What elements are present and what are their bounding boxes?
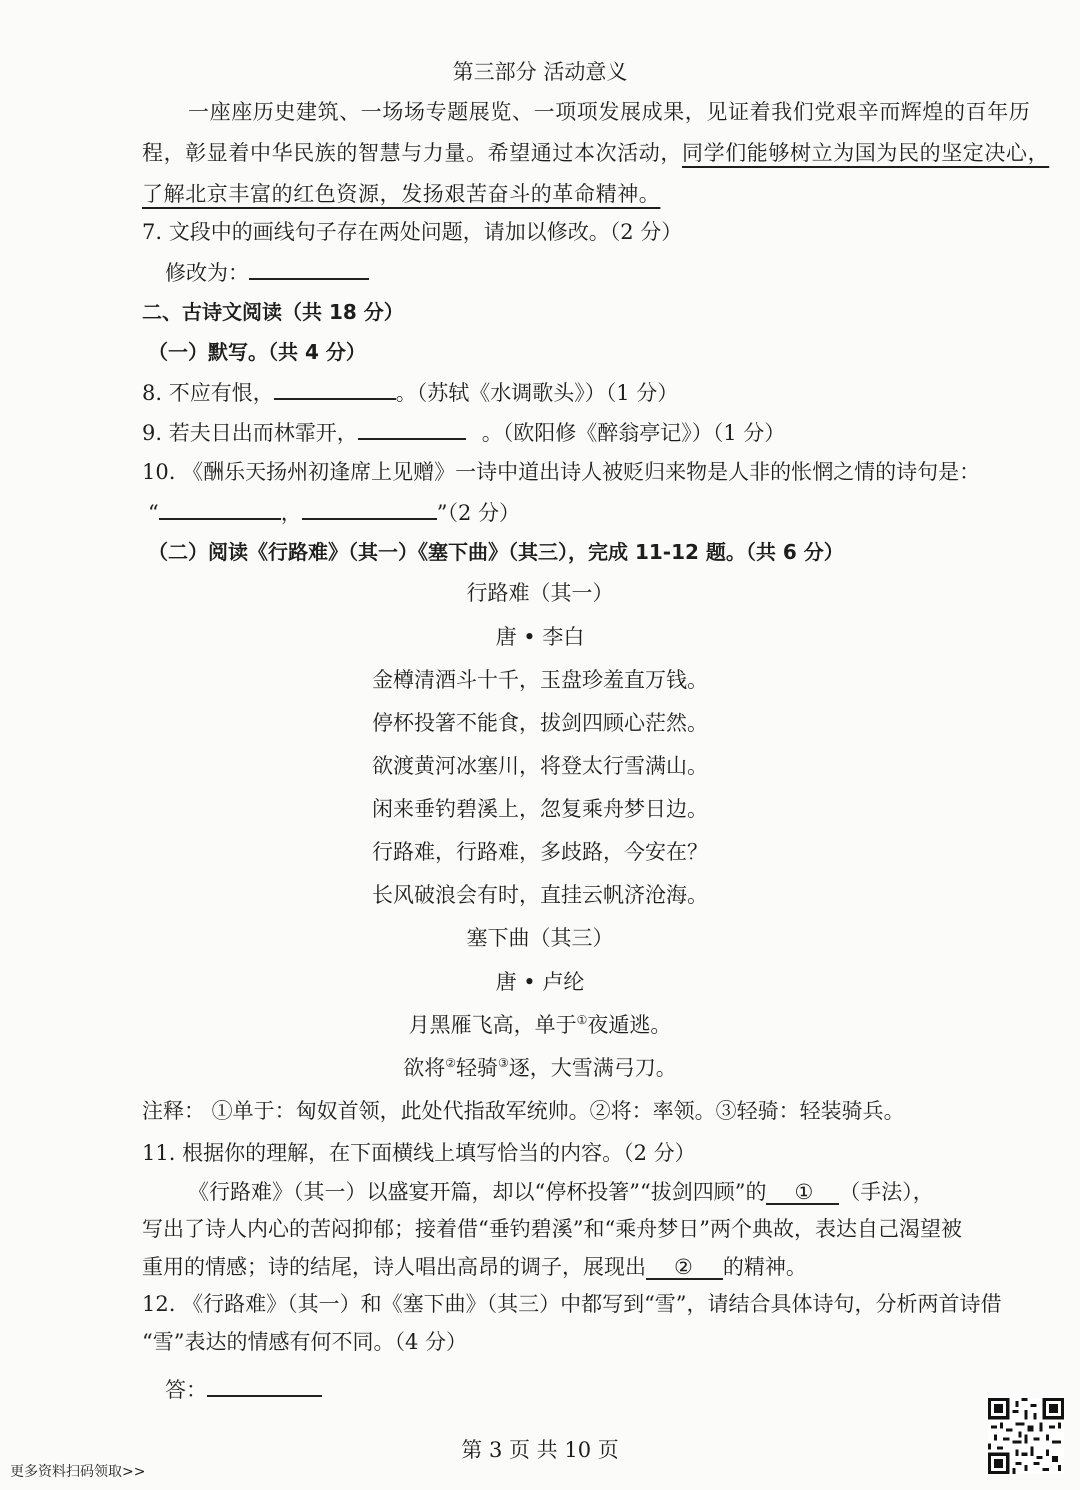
q10-answer-blank-1[interactable] xyxy=(159,500,281,520)
q12-answer-row xyxy=(165,1377,322,1403)
poem-1-line: 闲来垂钓碧溪上，忽复乘舟梦日边。 xyxy=(372,797,708,821)
q12-answer-label: 答： xyxy=(165,1378,207,1402)
footnote-mark: ① xyxy=(576,1013,588,1027)
poem-1-line: 长风破浪会有时，直挂云帆济沧海。 xyxy=(372,883,708,907)
question-11: 11. 根据你的理解，在下面横线上填写恰当的内容。（2 分） xyxy=(142,1141,696,1165)
page-number: 第 3 页 共 10 页 xyxy=(461,1438,619,1462)
q8-answer-blank[interactable] xyxy=(274,380,396,400)
question-8 xyxy=(142,380,678,406)
q11-text: （手法）， xyxy=(839,1180,934,1204)
scan-code-promo[interactable]: 更多资料扫码领取>> xyxy=(10,1464,146,1480)
poem-2-line xyxy=(0,1056,1080,1081)
q8-prefix: 8. 不应有恨， xyxy=(142,381,274,405)
poem-1-line: 欲渡黄河冰塞川，将登太行雪满山。 xyxy=(372,754,708,778)
q7-answer-blank[interactable] xyxy=(249,260,369,280)
poem-2-text: 轻骑 xyxy=(456,1056,498,1080)
footnote-mark: ② xyxy=(445,1056,456,1070)
footnote-mark: ③ xyxy=(498,1056,509,1070)
q10-close: ”（2 分） xyxy=(436,501,521,525)
poem-1-line: 停杯投箸不能食，拔剑四顾心茫然。 xyxy=(372,711,708,735)
sub-section-1-heading: （一）默写。（共 4 分） xyxy=(148,340,366,364)
q11-blank-2[interactable]: ② xyxy=(646,1257,723,1280)
q7-answer-row xyxy=(165,260,369,286)
q11-line-1 xyxy=(188,1180,934,1205)
poem-1-author: 唐 • 李白 xyxy=(495,625,585,649)
underlined-sentence-part2: 了解北京丰富的红色资源，发扬艰苦奋斗的革命精神。 xyxy=(142,182,661,206)
q8-suffix: 。（苏轼《水调歌头》）（1 分） xyxy=(395,381,679,405)
q11-text: 的精神。 xyxy=(722,1255,807,1279)
poem-2-line xyxy=(0,1013,1080,1038)
q11-blank-1[interactable]: ① xyxy=(766,1182,839,1205)
q9-prefix: 9. 若夫日出而林霏开， xyxy=(142,421,358,445)
q11-line-2: 写出了诗人内心的苦闷抑郁；接着借“垂钓碧溪”和“乘舟梦日”两个典故，表达自己渴望被 xyxy=(142,1217,962,1241)
q10-answer-blank-2[interactable] xyxy=(302,500,437,520)
poem-2-author: 唐 • 卢纶 xyxy=(495,970,585,994)
question-12-line-2: “雪”表达的情感有何不同。（4 分） xyxy=(142,1330,468,1354)
annotation-note: 注释： ①单于：匈奴首领，此处代指敌军统帅。②将：率领。③轻骑：轻装骑兵。 xyxy=(142,1099,905,1123)
q11-text: 重用的情感；诗的结尾，诗人唱出高昂的调子，展现出 xyxy=(142,1255,646,1279)
question-12: 12. 《行路难》（其一）和《塞下曲》（其三）中都写到“雪”，请结合具体诗句，分析两首诗借 xyxy=(142,1292,1002,1316)
q9-suffix: 。（欧阳修《醉翁亭记》）（1 分） xyxy=(481,421,786,445)
paragraph-text: 程，彰显着中华民族的智慧与力量。希望通过本次活动， xyxy=(142,141,682,165)
paragraph-line-3 xyxy=(142,182,660,207)
q12-answer-blank[interactable] xyxy=(207,1377,322,1397)
q10-comma: ， xyxy=(280,501,302,525)
q9-answer-blank[interactable] xyxy=(358,420,466,440)
question-9 xyxy=(142,420,785,446)
q7-answer-label: 修改为： xyxy=(165,261,249,285)
sub-section-2-heading: （二）阅读《行路难》（其一）《塞下曲》（其三），完成 11-12 题。（共 6 分） xyxy=(148,540,844,564)
paragraph-line-1: 一座座历史建筑、一场场专题展览、一项项发展成果，见证着我们党艰辛而辉煌的百年历 xyxy=(188,100,1031,124)
poem-2-text: 月黑雁飞高，单于 xyxy=(408,1013,577,1037)
poem-2-title: 塞下曲（其三） xyxy=(466,926,614,950)
poem-2-text: 欲将 xyxy=(403,1056,446,1080)
section-heading: 第三部分 活动意义 xyxy=(452,60,628,84)
q11-text: 《行路难》（其一）以盛宴开篇，却以“停杯投箸”“拔剑四顾”的 xyxy=(188,1180,767,1204)
question-10: 10. 《酬乐天扬州初逢席上见赠》一诗中道出诗人被贬归来物是人非的怅惘之情的诗句是： xyxy=(142,460,981,484)
q10-open-quote: “ xyxy=(148,501,159,525)
poem-1-line: 金樽清酒斗十千，玉盘珍羞直万钱。 xyxy=(372,668,708,692)
underlined-sentence-part1: 同学们能够树立为国为民的坚定决心， xyxy=(682,141,1050,165)
q10-answer-row xyxy=(148,500,520,526)
poem-2-text: 逐，大雪满弓刀。 xyxy=(508,1056,677,1080)
q11-line-3 xyxy=(142,1255,807,1280)
poem-1-title: 行路难（其一） xyxy=(466,581,614,605)
paragraph-line-2 xyxy=(142,141,1049,166)
part-2-heading: 二、古诗文阅读（共 18 分） xyxy=(142,300,404,324)
poem-1-line: 行路难，行路难，多歧路，今安在？ xyxy=(372,840,708,864)
poem-2-text: 夜遁逃。 xyxy=(587,1013,672,1037)
question-7: 7. 文段中的画线句子存在两处问题，请加以修改。（2 分） xyxy=(142,220,683,244)
